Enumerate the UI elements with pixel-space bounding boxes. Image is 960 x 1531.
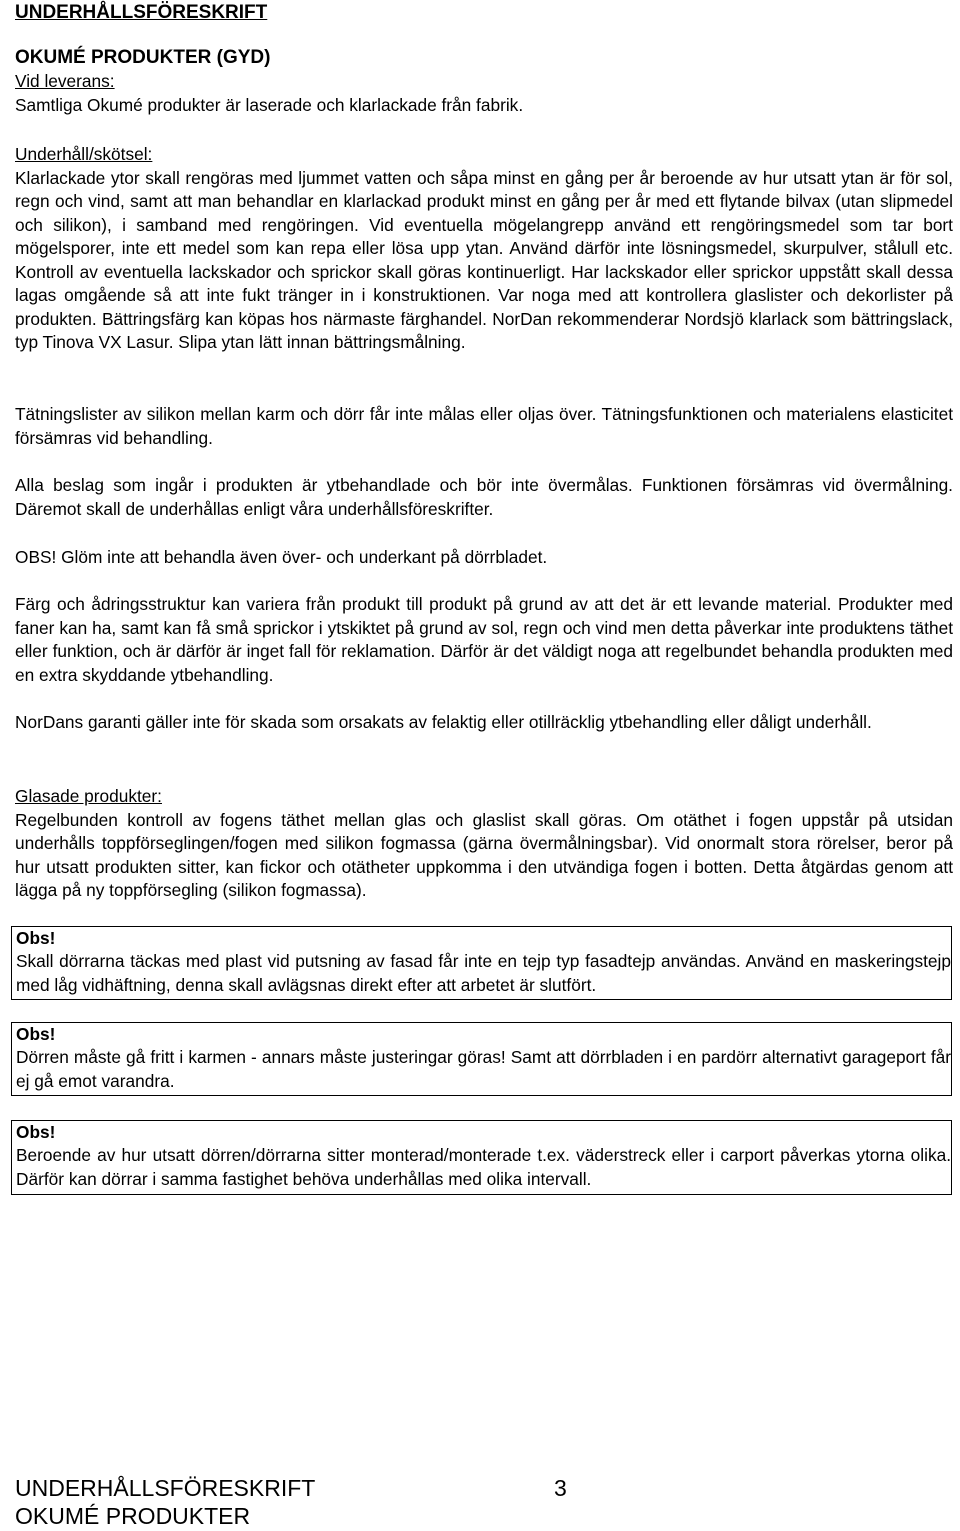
note-label: Obs! [16,1122,56,1142]
hardware-paragraph: Alla beslag som ingår i produkten är ytbehandlade och bör inte övermålas. Funktionen försämras vid övermålning. Däremot skall de underhållas enligt våra underhållsföreskrifter. [15,475,953,519]
note-label: Obs! [16,1024,56,1044]
note-text: Skall dörrarna täckas med plast vid putsning av fasad får inte en tejp typ fasadtejp användas. Använd en maskeringstejp med låg vidhäftning, denna skall avlägsnas direkt efter att arbetet är slutfört. [16,951,951,995]
delivery-text: Samtliga Okumé produkter är laserade och klarlackade från fabrik. [15,94,524,115]
maintenance-section [15,143,953,355]
note-box [11,1120,952,1195]
maintenance-heading: Underhåll/skötsel: [15,144,153,164]
sealing-strips-paragraph: Tätningslister av silikon mellan karm och dörr får inte målas eller oljas över. Tätningsfunktionen och materialens elasticitet försämras vid behandling. [15,404,953,448]
footer-product: OKUMÉ PRODUKTER [15,1503,251,1529]
glazed-section [15,785,953,903]
product-subtitle: OKUMÉ PRODUKTER (GYD) [15,47,271,68]
note-text: Beroende av hur utsatt dörren/dörrarna sitter monterad/monterade t.ex. väderstreck eller i carport påverkas ytorna olika. Därför kan dörrar i samma fastighet behöva underhållas med olika intervall. [16,1145,951,1189]
warranty-paragraph: NorDans garanti gäller inte för skada som orsakats av felaktig eller otillräcklig ytbehandling eller dåligt underhåll. [15,712,872,732]
color-variation-paragraph: Färg och ådringsstruktur kan variera från produkt till produkt på grund av att det är ett levande material. Produkter med faner kan ha, samt kan få små sprickor i ytskiktet på grund av sol, regn och vind men detta påverkar inte produktens täthet eller funktion, och är därför är inget fall för reklamation. Därför är det väldigt noga att regelbundet behandla produkten med en extra skyddande ytbehandling. [15,594,953,685]
delivery-heading: Vid leverans: [15,71,115,91]
obs-edges-note: OBS! Glöm inte att behandla även över- och underkant på dörrbladet. [15,547,548,567]
page-number: 3 [554,1475,567,1501]
note-label: Obs! [16,928,56,948]
footer-title: UNDERHÅLLSFÖRESKRIFT [15,1475,316,1501]
note-box [11,1022,952,1096]
maintenance-paragraph: Klarlackade ytor skall rengöras med ljummet vatten och såpa minst en gång per år beroende av hur utsatt ytan är för sol, regn och vind, samt att man behandlar en klarlackad produkt minst en gång per år med ett flytande bilvax (utan slipmedel och silikon), i samband med rengöringen. Vid eventuella mögelangrepp använd ett rengöringsmedel som tar bort mögelsporer, inte ett medel som kan repa eller lösa upp ytan. Använd därför inte lösningsmedel, skurpulver, stålull etc. Kontroll av eventuella lackskador och sprickor skall göras kontinuerligt. Har lackskador eller sprickor uppstått skall dessa lagas omgående så att inte fukt tränger in i konstruktionen. Var noga med att kontrollera glaslister och dekorlister på produkten. Bättringsfärg kan köpas hos närmaste färghandel. NorDan rekommenderar Nordsjö klarlack som bättringslack, typ Tinova VX Lasur. Slipa ytan lätt innan bättringsmålning. [15,167,953,352]
page-title: UNDERHÅLLSFÖRESKRIFT [15,2,268,23]
note-box [11,926,952,1000]
glazed-heading: Glasade produkter: [15,786,162,806]
delivery-section [15,70,953,117]
glazed-paragraph: Regelbunden kontroll av fogens täthet mellan glas och glaslist skall göras. Om otäthet i fogen uppstår på utsidan underhålls toppförseglingen/fogen med silikon fogmassa (gärna övermålningsbar). Vid onormalt stora rörelser, beror på hur utsatt produkten sitter, kan fickor och otätheter uppkomma i den utvändiga fogen i botten. Detta åtgärdas genom att lägga på ny toppförsegling (silikon fogmassa). [15,809,953,900]
note-text: Dörren måste gå fritt i karmen - annars måste justeringar göras! Samt att dörrbladen i en pardörr alternativt garageport får ej gå emot varandra. [16,1047,951,1091]
